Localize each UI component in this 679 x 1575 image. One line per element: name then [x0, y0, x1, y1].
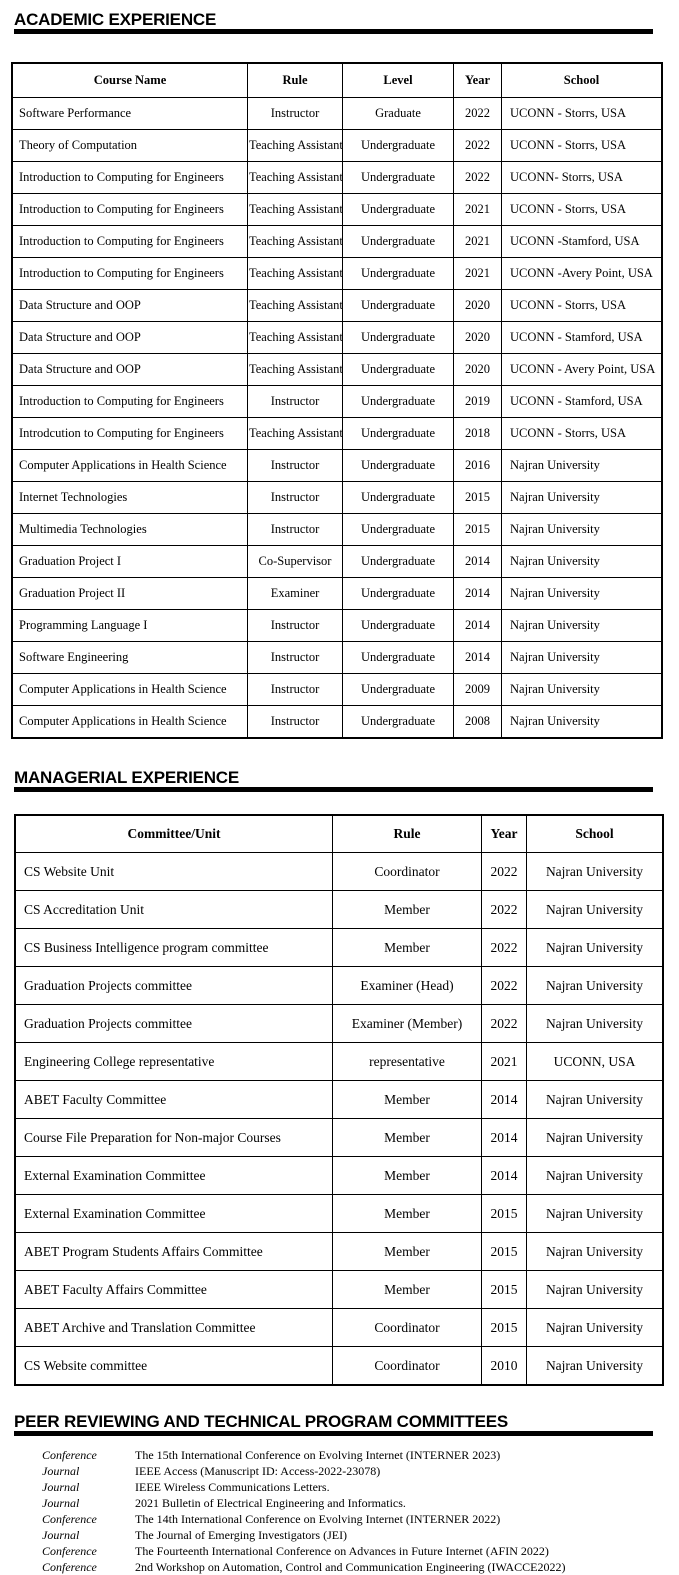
- table-cell: 2022: [482, 1005, 527, 1043]
- review-type-label: Journal: [42, 1496, 80, 1510]
- table-cell: Undergraduate: [343, 418, 454, 450]
- section-peer-reviewing: [0, 1412, 679, 1575]
- table-cell: CS Website Unit: [15, 853, 333, 891]
- table-cell: 2008: [454, 706, 502, 739]
- table-cell: Instructor: [248, 514, 343, 546]
- table-cell: UCONN -Avery Point, USA: [502, 258, 663, 290]
- table-cell: Introduction to Computing for Engineers: [12, 386, 248, 418]
- table-cell: Computer Applications in Health Science: [12, 450, 248, 482]
- review-text: IEEE Wireless Communications Letters.: [135, 1480, 330, 1494]
- heading-underline-rule: [14, 1431, 653, 1436]
- table-cell: Programming Language I: [12, 610, 248, 642]
- column-header: Rule: [248, 63, 343, 98]
- table-cell: Teaching Assistant: [248, 162, 343, 194]
- table-cell: Coordinator: [333, 1347, 482, 1386]
- table-cell: Undergraduate: [343, 354, 454, 386]
- table-cell: Theory of Computation: [12, 130, 248, 162]
- table-cell: Najran University: [527, 1271, 664, 1309]
- table-cell: Introduction to Computing for Engineers: [12, 258, 248, 290]
- table-cell: Najran University: [527, 1081, 664, 1119]
- table-cell: 2020: [454, 322, 502, 354]
- review-type-label: Conference: [42, 1448, 97, 1462]
- table-cell: Coordinator: [333, 1309, 482, 1347]
- review-item: [42, 1527, 679, 1543]
- table-cell: Introduction to Computing for Engineers: [12, 226, 248, 258]
- table-cell: UCONN- Storrs, USA: [502, 162, 663, 194]
- table-cell: Najran University: [527, 1005, 664, 1043]
- table-cell: Internet Technologies: [12, 482, 248, 514]
- table-cell: Najran University: [502, 674, 663, 706]
- table-cell: ABET Faculty Affairs Committee: [15, 1271, 333, 1309]
- table-cell: Teaching Assistant: [248, 194, 343, 226]
- table-row: [15, 853, 663, 891]
- table-row: [15, 1309, 663, 1347]
- table-cell: Undergraduate: [343, 610, 454, 642]
- table-cell: Co-Supervisor: [248, 546, 343, 578]
- managerial-experience-heading: MANAGERIAL EXPERIENCE: [14, 768, 240, 787]
- table-cell: Undergraduate: [343, 194, 454, 226]
- review-text: The Fourteenth International Conference on Advances in Future Internet (AFIN 2022): [135, 1544, 549, 1558]
- table-cell: Najran University: [527, 1119, 664, 1157]
- table-cell: Teaching Assistant: [248, 226, 343, 258]
- column-header: Year: [482, 815, 527, 853]
- table-cell: Najran University: [527, 1347, 664, 1386]
- table-cell: Najran University: [527, 1157, 664, 1195]
- table-cell: 2016: [454, 450, 502, 482]
- table-cell: UCONN - Stamford, USA: [502, 322, 663, 354]
- review-item: [42, 1559, 679, 1575]
- table-cell: Najran University: [502, 546, 663, 578]
- table-row: [12, 98, 662, 130]
- table-row: [12, 322, 662, 354]
- table-cell: UCONN - Storrs, USA: [502, 418, 663, 450]
- column-header: School: [527, 815, 664, 853]
- table-cell: Member: [333, 891, 482, 929]
- table-cell: 2022: [482, 853, 527, 891]
- review-text: 2021 Bulletin of Electrical Engineering and Informatics.: [135, 1496, 406, 1510]
- table-cell: Engineering College representative: [15, 1043, 333, 1081]
- table-header-row: [12, 63, 662, 98]
- table-cell: 2020: [454, 354, 502, 386]
- table-cell: Najran University: [502, 578, 663, 610]
- review-type-label: Conference: [42, 1544, 97, 1558]
- table-cell: Member: [333, 929, 482, 967]
- table-cell: Teaching Assistant: [248, 130, 343, 162]
- table-row: [15, 1233, 663, 1271]
- table-cell: Undergraduate: [343, 258, 454, 290]
- table-row: [12, 354, 662, 386]
- heading-underline-rule: [14, 29, 653, 34]
- table-cell: 2015: [482, 1195, 527, 1233]
- table-cell: CS Accreditation Unit: [15, 891, 333, 929]
- table-cell: UCONN -Stamford, USA: [502, 226, 663, 258]
- table-cell: Instructor: [248, 706, 343, 739]
- table-row: [15, 891, 663, 929]
- column-header: School: [502, 63, 663, 98]
- table-row: [12, 514, 662, 546]
- table-cell: Examiner (Head): [333, 967, 482, 1005]
- table-cell: UCONN - Storrs, USA: [502, 130, 663, 162]
- review-type-label: Journal: [42, 1528, 80, 1542]
- table-cell: Najran University: [527, 891, 664, 929]
- table-cell: Teaching Assistant: [248, 322, 343, 354]
- table-row: [15, 1157, 663, 1195]
- table-cell: Member: [333, 1157, 482, 1195]
- table-cell: Teaching Assistant: [248, 354, 343, 386]
- table-cell: Teaching Assistant: [248, 290, 343, 322]
- review-text: 2nd Workshop on Automation, Control and Communication Engineering (IWACCE2022): [135, 1560, 566, 1574]
- review-item: [42, 1495, 679, 1511]
- table-cell: Computer Applications in Health Science: [12, 674, 248, 706]
- table-row: [15, 929, 663, 967]
- table-cell: Instructor: [248, 98, 343, 130]
- table-cell: Instructor: [248, 674, 343, 706]
- table-row: [15, 1005, 663, 1043]
- heading-underline-rule: [14, 787, 653, 792]
- table-cell: 2022: [482, 967, 527, 1005]
- table-cell: Najran University: [502, 450, 663, 482]
- table-cell: Member: [333, 1233, 482, 1271]
- table-cell: Undergraduate: [343, 578, 454, 610]
- table-cell: Teaching Assistant: [248, 418, 343, 450]
- table-cell: 2021: [482, 1043, 527, 1081]
- table-cell: External Examination Committee: [15, 1195, 333, 1233]
- table-cell: Instructor: [248, 642, 343, 674]
- table-cell: UCONN - Storrs, USA: [502, 290, 663, 322]
- table-cell: Data Structure and OOP: [12, 354, 248, 386]
- table-cell: 2021: [454, 226, 502, 258]
- table-cell: 2015: [482, 1309, 527, 1347]
- table-cell: Undergraduate: [343, 546, 454, 578]
- table-cell: Instructor: [248, 386, 343, 418]
- table-row: [12, 130, 662, 162]
- table-row: [12, 386, 662, 418]
- table-cell: 2022: [482, 891, 527, 929]
- table-cell: Undergraduate: [343, 514, 454, 546]
- table-cell: UCONN - Storrs, USA: [502, 194, 663, 226]
- table-row: [15, 1119, 663, 1157]
- peer-review-list: [42, 1447, 679, 1575]
- table-row: [12, 546, 662, 578]
- table-cell: Multimedia Technologies: [12, 514, 248, 546]
- table-cell: 2022: [454, 130, 502, 162]
- column-header: Level: [343, 63, 454, 98]
- table-row: [12, 706, 662, 739]
- table-cell: Najran University: [527, 853, 664, 891]
- table-cell: Najran University: [527, 1195, 664, 1233]
- table-cell: 2014: [482, 1081, 527, 1119]
- table-row: [15, 1195, 663, 1233]
- table-cell: Graduation Project II: [12, 578, 248, 610]
- table-cell: Najran University: [527, 1309, 664, 1347]
- table-cell: Undergraduate: [343, 226, 454, 258]
- table-row: [15, 1271, 663, 1309]
- table-cell: Member: [333, 1119, 482, 1157]
- table-cell: Undergraduate: [343, 642, 454, 674]
- table-cell: 2014: [454, 578, 502, 610]
- table-cell: 2009: [454, 674, 502, 706]
- review-text: The Journal of Emerging Investigators (JEI): [135, 1528, 348, 1542]
- table-row: [12, 578, 662, 610]
- table-cell: Graduate: [343, 98, 454, 130]
- table-cell: Undergraduate: [343, 706, 454, 739]
- managerial-experience-table: [14, 814, 664, 1386]
- table-cell: Software Engineering: [12, 642, 248, 674]
- table-cell: UCONN - Storrs, USA: [502, 98, 663, 130]
- table-cell: Examiner: [248, 578, 343, 610]
- table-cell: Software Performance: [12, 98, 248, 130]
- column-header: Rule: [333, 815, 482, 853]
- table-cell: Graduation Projects committee: [15, 1005, 333, 1043]
- table-header-row: [15, 815, 663, 853]
- table-cell: 2021: [454, 258, 502, 290]
- review-item: [42, 1543, 679, 1559]
- table-row: [12, 418, 662, 450]
- table-cell: Najran University: [527, 967, 664, 1005]
- table-cell: 2014: [454, 546, 502, 578]
- table-cell: Najran University: [502, 514, 663, 546]
- review-item: [42, 1447, 679, 1463]
- table-cell: 2010: [482, 1347, 527, 1386]
- table-cell: Examiner (Member): [333, 1005, 482, 1043]
- table-cell: CS Business Intelligence program committee: [15, 929, 333, 967]
- table-cell: Member: [333, 1081, 482, 1119]
- table-cell: 2014: [454, 610, 502, 642]
- table-cell: Instructor: [248, 482, 343, 514]
- section-academic-experience: [0, 10, 679, 739]
- table-cell: 2021: [454, 194, 502, 226]
- table-cell: Undergraduate: [343, 290, 454, 322]
- table-cell: Najran University: [527, 929, 664, 967]
- table-cell: Teaching Assistant: [248, 258, 343, 290]
- table-cell: External Examination Committee: [15, 1157, 333, 1195]
- table-cell: 2015: [482, 1233, 527, 1271]
- table-cell: representative: [333, 1043, 482, 1081]
- table-row: [12, 194, 662, 226]
- academic-experience-table: [11, 62, 663, 739]
- table-cell: Najran University: [502, 610, 663, 642]
- table-row: [12, 482, 662, 514]
- table-row: [12, 290, 662, 322]
- review-text: IEEE Access (Manuscript ID: Access-2022-23078): [135, 1464, 381, 1478]
- column-header: Committee/Unit: [15, 815, 333, 853]
- table-cell: 2022: [454, 162, 502, 194]
- table-row: [15, 1043, 663, 1081]
- table-cell: Najran University: [502, 642, 663, 674]
- table-cell: 2022: [454, 98, 502, 130]
- review-type-label: Conference: [42, 1512, 97, 1526]
- table-cell: 2014: [482, 1119, 527, 1157]
- table-row: [12, 258, 662, 290]
- table-cell: Undergraduate: [343, 162, 454, 194]
- column-header: Course Name: [12, 63, 248, 98]
- table-row: [12, 674, 662, 706]
- review-item: [42, 1479, 679, 1495]
- table-row: [12, 610, 662, 642]
- table-cell: Instructor: [248, 450, 343, 482]
- review-text: The 14th International Conference on Evolving Internet (INTERNER 2022): [135, 1512, 501, 1526]
- table-cell: Najran University: [502, 706, 663, 739]
- table-row: [15, 967, 663, 1005]
- table-cell: Instructor: [248, 610, 343, 642]
- table-cell: Data Structure and OOP: [12, 322, 248, 354]
- table-cell: Introdcution to Computing for Engineers: [12, 418, 248, 450]
- table-cell: Data Structure and OOP: [12, 290, 248, 322]
- table-cell: CS Website committee: [15, 1347, 333, 1386]
- table-cell: Undergraduate: [343, 386, 454, 418]
- table-cell: 2014: [482, 1157, 527, 1195]
- table-cell: Undergraduate: [343, 674, 454, 706]
- table-row: [15, 1347, 663, 1386]
- table-cell: 2018: [454, 418, 502, 450]
- table-cell: 2014: [454, 642, 502, 674]
- table-row: [12, 642, 662, 674]
- column-header: Year: [454, 63, 502, 98]
- table-row: [12, 162, 662, 194]
- review-type-label: Conference: [42, 1560, 97, 1574]
- review-item: [42, 1463, 679, 1479]
- peer-reviewing-heading: PEER REVIEWING AND TECHNICAL PROGRAM COMMITTEES: [14, 1412, 509, 1431]
- table-cell: Najran University: [527, 1233, 664, 1271]
- table-cell: Introduction to Computing for Engineers: [12, 194, 248, 226]
- table-cell: 2015: [454, 482, 502, 514]
- table-cell: Computer Applications in Health Science: [12, 706, 248, 739]
- academic-experience-heading: ACADEMIC EXPERIENCE: [14, 10, 217, 29]
- table-cell: UCONN, USA: [527, 1043, 664, 1081]
- table-cell: UCONN - Stamford, USA: [502, 386, 663, 418]
- table-cell: Coordinator: [333, 853, 482, 891]
- table-row: [12, 450, 662, 482]
- review-text: The 15th International Conference on Evolving Internet (INTERNER 2023): [135, 1448, 501, 1462]
- table-cell: UCONN - Avery Point, USA: [502, 354, 663, 386]
- table-cell: Graduation Project I: [12, 546, 248, 578]
- table-cell: Graduation Projects committee: [15, 967, 333, 1005]
- table-cell: ABET Faculty Committee: [15, 1081, 333, 1119]
- review-type-label: Journal: [42, 1480, 80, 1494]
- table-cell: Member: [333, 1195, 482, 1233]
- table-cell: Member: [333, 1271, 482, 1309]
- table-cell: 2019: [454, 386, 502, 418]
- table-cell: 2022: [482, 929, 527, 967]
- table-row: [15, 1081, 663, 1119]
- table-cell: 2020: [454, 290, 502, 322]
- table-cell: 2015: [454, 514, 502, 546]
- table-cell: Najran University: [502, 482, 663, 514]
- table-row: [12, 226, 662, 258]
- table-cell: Introduction to Computing for Engineers: [12, 162, 248, 194]
- table-cell: Undergraduate: [343, 130, 454, 162]
- table-cell: ABET Program Students Affairs Committee: [15, 1233, 333, 1271]
- table-cell: Undergraduate: [343, 482, 454, 514]
- table-cell: 2015: [482, 1271, 527, 1309]
- review-type-label: Journal: [42, 1464, 80, 1478]
- table-cell: Undergraduate: [343, 450, 454, 482]
- review-item: [42, 1511, 679, 1527]
- table-cell: Course File Preparation for Non-major Courses: [15, 1119, 333, 1157]
- table-cell: Undergraduate: [343, 322, 454, 354]
- table-cell: ABET Archive and Translation Committee: [15, 1309, 333, 1347]
- section-managerial-experience: [0, 768, 679, 1386]
